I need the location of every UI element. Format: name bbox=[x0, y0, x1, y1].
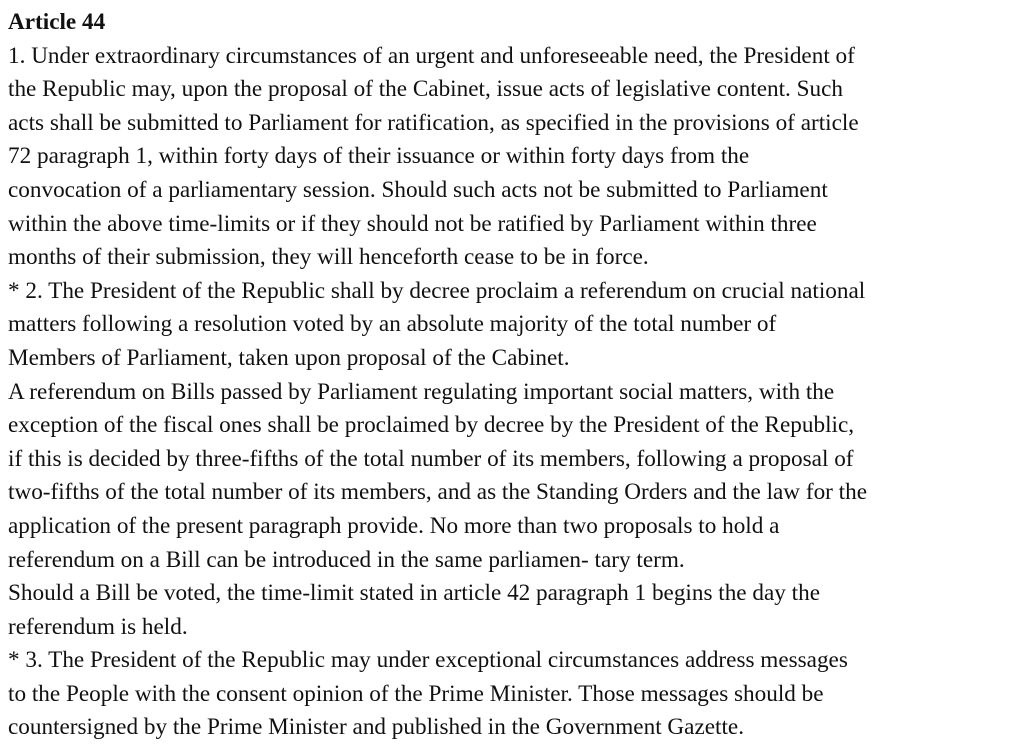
text-line: to the People with the consent opinion of the Prime Minister. Those messages should be bbox=[8, 680, 824, 707]
text-line: acts shall be submitted to Parliament for ratification, as specified in the provisions of article bbox=[8, 109, 859, 136]
paragraph-2 bbox=[8, 275, 1014, 376]
text-line: * 2. The President of the Republic shall by decree proclaim a referendum on crucial national bbox=[8, 277, 866, 304]
text-line: 72 paragraph 1, within forty days of their issuance or within forty days from the bbox=[8, 143, 750, 170]
paragraph-4 bbox=[8, 577, 1014, 644]
text-line: months of their submission, they will henceforth cease to be in force. bbox=[8, 244, 649, 271]
text-line: matters following a resolution voted by an absolute majority of the total number of bbox=[8, 311, 777, 338]
text-line: referendum on a Bill can be introduced in the same parliamen- tary term. bbox=[8, 546, 685, 573]
paragraph-5 bbox=[8, 644, 1014, 745]
article-heading: Article 44 bbox=[8, 9, 106, 35]
text-line: A referendum on Bills passed by Parliament regulating important social matters, with the bbox=[8, 378, 835, 405]
text-line: application of the present paragraph provide. No more than two proposals to hold a bbox=[8, 512, 780, 539]
text-line: within the above time-limits or if they should not be ratified by Parliament within three bbox=[8, 210, 817, 237]
text-line: countersigned by the Prime Minister and published in the Government Gazette. bbox=[8, 714, 745, 741]
text-line: Members of Parliament, taken upon proposal of the Cabinet. bbox=[8, 344, 570, 371]
text-line: referendum is held. bbox=[8, 613, 188, 640]
paragraph-1 bbox=[8, 40, 1014, 275]
text-line: the Republic may, upon the proposal of the Cabinet, issue acts of legislative content. Such bbox=[8, 76, 843, 103]
text-line: 1. Under extraordinary circumstances of an urgent and unforeseeable need, the President of bbox=[8, 42, 855, 69]
text-line: two-fifths of the total number of its members, and as the Standing Orders and the law for the bbox=[8, 479, 868, 506]
text-line: if this is decided by three-fifths of the total number of its members, following a proposal of bbox=[8, 445, 854, 472]
text-line: exception of the fiscal ones shall be proclaimed by decree by the President of the Republic, bbox=[8, 412, 855, 439]
paragraph-3 bbox=[8, 376, 1014, 578]
text-line: Should a Bill be voted, the time-limit stated in article 42 paragraph 1 begins the day the bbox=[8, 580, 821, 607]
text-line: convocation of a parliamentary session. Should such acts not be submitted to Parliament bbox=[8, 176, 828, 203]
text-line: * 3. The President of the Republic may under exceptional circumstances address messages bbox=[8, 647, 848, 674]
